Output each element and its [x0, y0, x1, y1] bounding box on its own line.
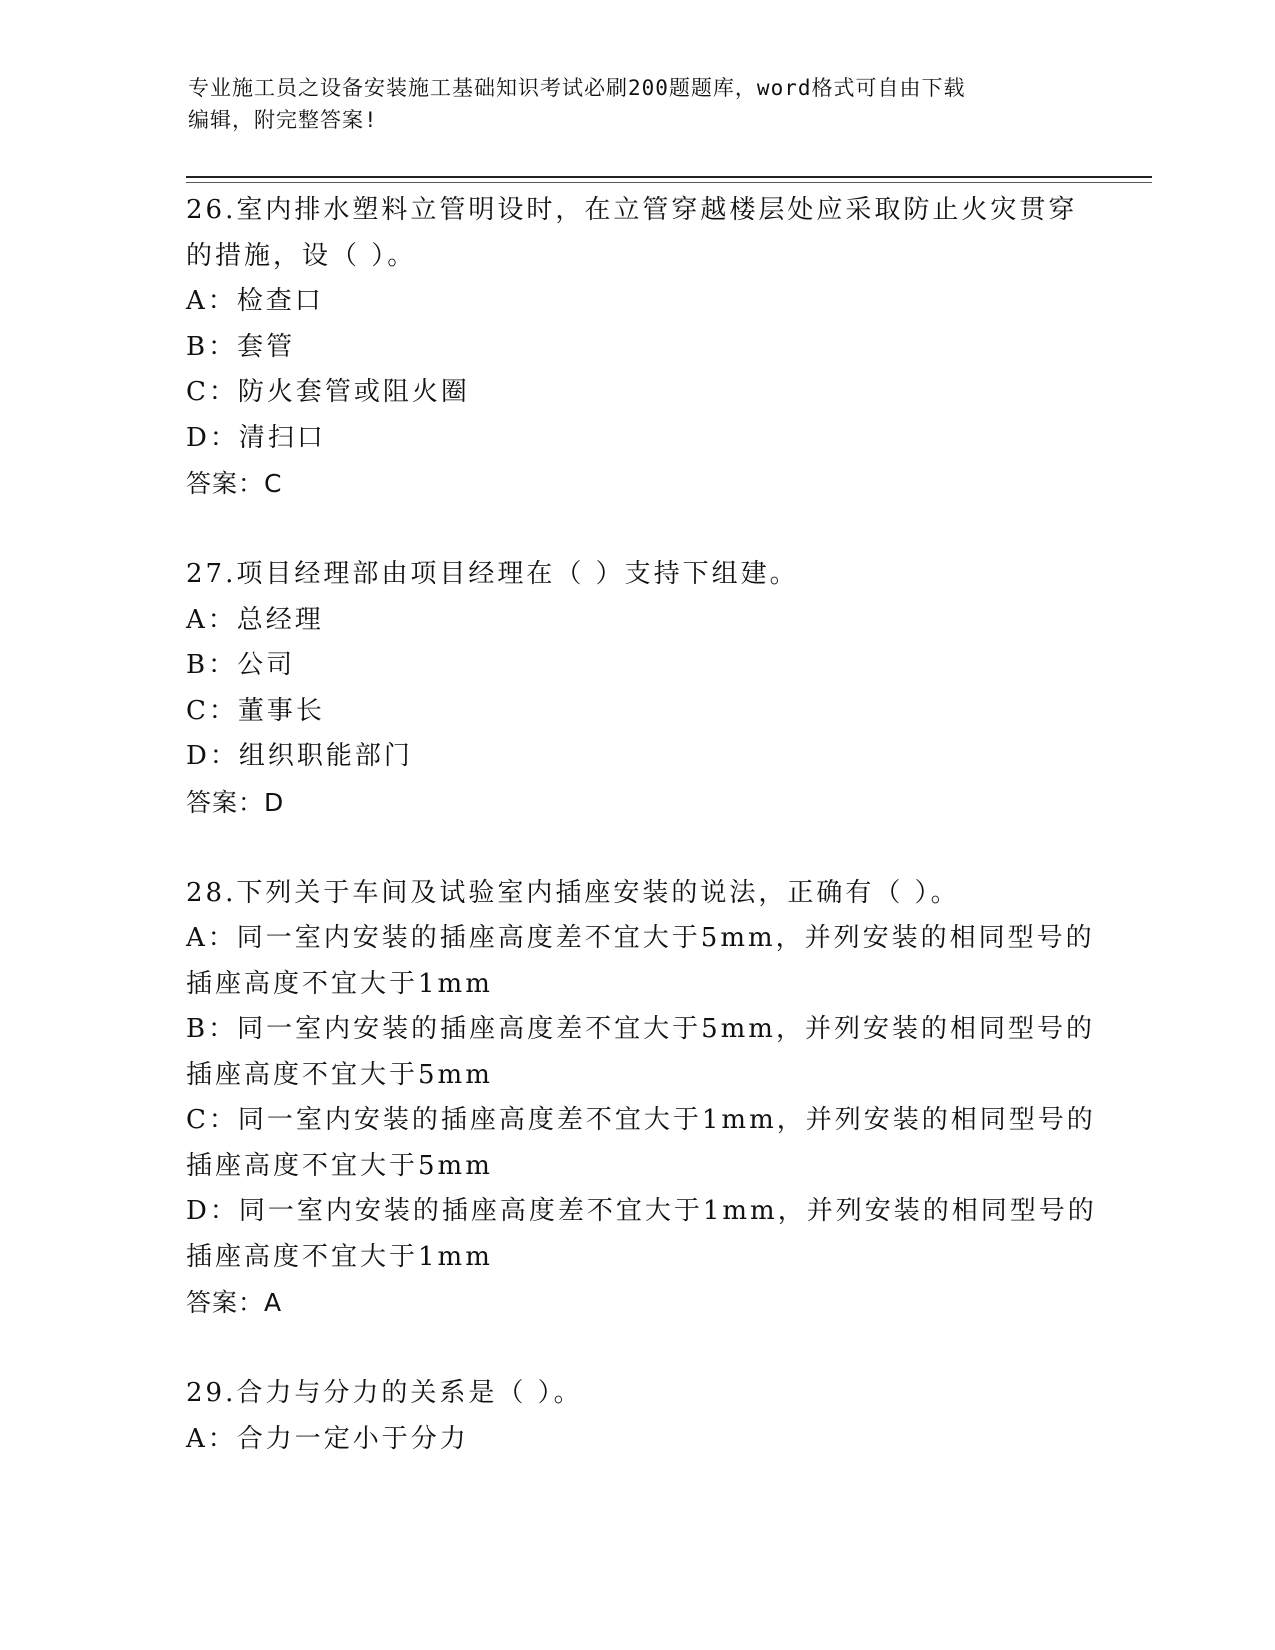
- answer-line: 答案：A: [186, 1288, 283, 1317]
- option-b: B：公司: [186, 650, 296, 680]
- question-29: [186, 1371, 1086, 1462]
- header-line-2: 编辑，附完整答案!: [188, 108, 378, 132]
- question-stem: 的措施，设（ ）。: [186, 240, 417, 271]
- option-c: C：同一室内安装的插座高度差不宜大于1mm，并列安装的相同型号的: [186, 1105, 1096, 1135]
- spacer: [186, 825, 1086, 871]
- option-d-continued: 插座高度不宜大于1mm: [186, 1241, 493, 1272]
- option-b-continued: 插座高度不宜大于5mm: [186, 1059, 493, 1090]
- option-a: A：总经理: [186, 604, 324, 635]
- option-d: D：同一室内安装的插座高度差不宜大于1mm，并列安装的相同型号的: [186, 1196, 1097, 1226]
- header-line-1: 专业施工员之设备安装施工基础知识考试必刷200题题库，word格式可自由下载: [188, 76, 966, 100]
- option-b: B：套管: [186, 331, 296, 362]
- answer-line: 答案：D: [186, 787, 285, 817]
- answer-line: 答案：C: [186, 469, 283, 498]
- question-stem: 29.合力与分力的关系是（ ）。: [186, 1378, 583, 1408]
- option-a: A：检查口: [186, 286, 324, 316]
- option-c: C：防火套管或阻火圈: [186, 377, 470, 407]
- header-divider-thin: [186, 182, 1152, 183]
- option-d: D：清扫口: [186, 422, 326, 453]
- question-28: [186, 871, 1097, 1326]
- question-27: [186, 552, 1086, 825]
- question-list: [186, 188, 1097, 1462]
- spacer: [186, 507, 1086, 553]
- header-divider-thick: [186, 176, 1152, 178]
- option-d: D：组织职能部门: [186, 741, 413, 771]
- option-c: C：董事长: [186, 695, 325, 726]
- option-a: A：合力一定小于分力: [186, 1423, 469, 1454]
- option-a: A：同一室内安装的插座高度差不宜大于5mm，并列安装的相同型号的: [186, 923, 1095, 953]
- question-stem: 28.下列关于车间及试验室内插座安装的说法，正确有（ ）。: [186, 877, 960, 908]
- question-26: [186, 188, 1086, 507]
- option-b: B：同一室内安装的插座高度差不宜大于5mm，并列安装的相同型号的: [186, 1014, 1095, 1044]
- question-stem: 27.项目经理部由项目经理在（ ）支持下组建。: [186, 559, 799, 589]
- document-header: [188, 72, 1068, 136]
- option-c-continued: 插座高度不宜大于5mm: [186, 1150, 493, 1181]
- option-a-continued: 插座高度不宜大于1mm: [186, 968, 493, 999]
- question-stem: 26.室内排水塑料立管明设时，在立管穿越楼层处应采取防止火灾贯穿: [186, 195, 1078, 225]
- spacer: [186, 1326, 1086, 1372]
